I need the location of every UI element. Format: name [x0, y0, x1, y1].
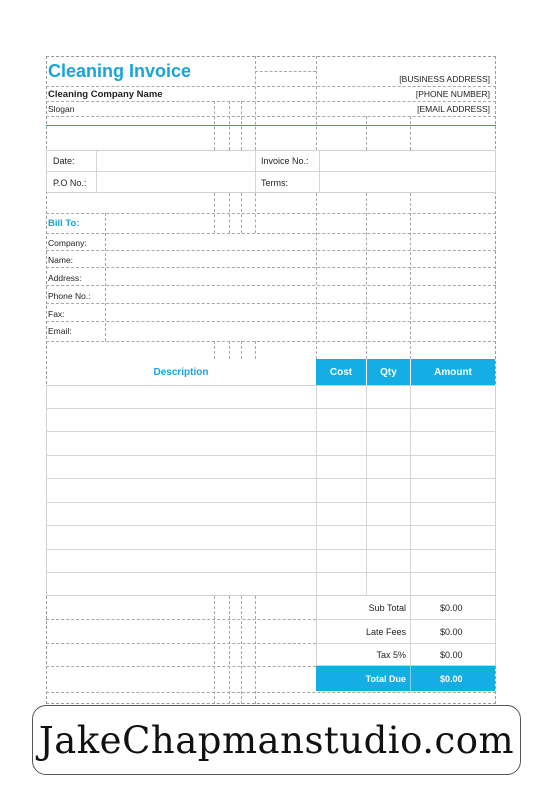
- col-line: [316, 385, 317, 596]
- col-line: [229, 596, 230, 704]
- table-row[interactable]: [46, 478, 496, 479]
- total-due-value: $0.00: [440, 674, 463, 684]
- bill-to-name-label: Name:: [48, 255, 74, 265]
- row-line: [46, 233, 496, 234]
- terms-value-field[interactable]: [320, 172, 495, 192]
- date-label: Date:: [53, 156, 75, 166]
- row-line: [46, 101, 496, 102]
- row-line: [46, 619, 316, 620]
- col-line: [255, 193, 256, 233]
- items-table-body: [46, 385, 496, 596]
- col-line: [255, 150, 256, 193]
- cost-header-label: Cost: [329, 366, 353, 378]
- late-fees-label: Late Fees: [365, 627, 406, 637]
- col-line: [214, 101, 215, 150]
- business-address: [BUSINESS ADDRESS]: [399, 74, 490, 84]
- total-due-label: Total Due: [365, 674, 406, 684]
- phone-number: [PHONE NUMBER]: [415, 89, 490, 99]
- row-line: [46, 267, 496, 268]
- col-line: [214, 341, 215, 359]
- row-line: [46, 666, 316, 667]
- row-line: [316, 643, 496, 644]
- table-row[interactable]: [46, 431, 496, 432]
- header-divider: [316, 56, 317, 150]
- col-line: [316, 193, 317, 359]
- col-line: [255, 596, 256, 704]
- invoice-title: Cleaning Invoice: [48, 61, 192, 81]
- row-line: [46, 321, 496, 322]
- col-line: [366, 193, 367, 359]
- invoice-no-value-field[interactable]: [320, 151, 495, 170]
- col-line: [229, 101, 230, 150]
- table-row[interactable]: [46, 572, 496, 573]
- table-row[interactable]: [46, 502, 496, 503]
- po-value-field[interactable]: [97, 172, 254, 192]
- date-value-field[interactable]: [97, 151, 254, 170]
- col-line: [214, 193, 215, 233]
- col-line: [229, 341, 230, 359]
- table-row[interactable]: [46, 455, 496, 456]
- row-line: [255, 71, 316, 72]
- col-line: [255, 341, 256, 359]
- row-line: [46, 250, 496, 251]
- bill-to-company-label: Company:: [48, 238, 87, 248]
- description-header: [47, 359, 315, 385]
- bill-to-phone-label: Phone No.:: [48, 291, 91, 301]
- accent-rule: [46, 125, 496, 126]
- cost-header: [316, 359, 366, 385]
- amount-header: [411, 359, 495, 385]
- terms-label: Terms:: [261, 178, 288, 188]
- subtotal-value: $0.00: [440, 603, 463, 613]
- table-row[interactable]: [46, 525, 496, 526]
- bill-to-address-label: Address:: [48, 273, 82, 283]
- col-line: [366, 385, 367, 596]
- col-line: [241, 341, 242, 359]
- col-line: [410, 596, 411, 666]
- row-line: [46, 285, 496, 286]
- row-line: [46, 303, 496, 304]
- col-line: [410, 193, 411, 359]
- row-line: [316, 619, 496, 620]
- late-fees-value: $0.00: [440, 627, 463, 637]
- bill-to-email-label: Email:: [48, 326, 72, 336]
- slogan: Slogan: [48, 104, 75, 114]
- row-line: [46, 692, 496, 693]
- watermark-banner: [32, 705, 521, 775]
- row-line: [46, 341, 496, 342]
- row-line: [46, 643, 316, 644]
- bill-to-fax-label: Fax:: [48, 309, 65, 319]
- table-row[interactable]: [46, 549, 496, 550]
- col-line: [241, 596, 242, 704]
- row-line: [46, 116, 496, 117]
- tax-label: Tax 5%: [376, 650, 406, 660]
- email-address: [EMAIL ADDRESS]: [417, 104, 490, 114]
- col-line: [241, 101, 242, 150]
- subtotal-label: Sub Total: [368, 603, 406, 613]
- row-line: [46, 86, 496, 87]
- watermark-text: JakeChapmanstudio.com: [38, 718, 515, 762]
- col-line: [410, 385, 411, 596]
- bill-to-heading: Bill To:: [48, 218, 80, 229]
- invoice-no-label: Invoice No.:: [261, 156, 309, 166]
- tax-value: $0.00: [440, 650, 463, 660]
- col-line: [410, 116, 411, 150]
- col-line: [366, 116, 367, 150]
- totals-box: [316, 596, 496, 666]
- qty-header: [367, 359, 410, 385]
- col-line: [410, 666, 411, 691]
- description-header-label: Description: [153, 366, 209, 378]
- company-name: Cleaning Company Name: [48, 89, 163, 100]
- table-row[interactable]: [46, 408, 496, 409]
- col-line: [229, 193, 230, 233]
- amount-header-label: Amount: [434, 366, 472, 378]
- po-label: P.O No.:: [53, 178, 87, 188]
- row-line: [46, 213, 496, 214]
- col-line: [214, 596, 215, 704]
- col-line: [241, 193, 242, 233]
- qty-header-label: Qty: [380, 366, 397, 378]
